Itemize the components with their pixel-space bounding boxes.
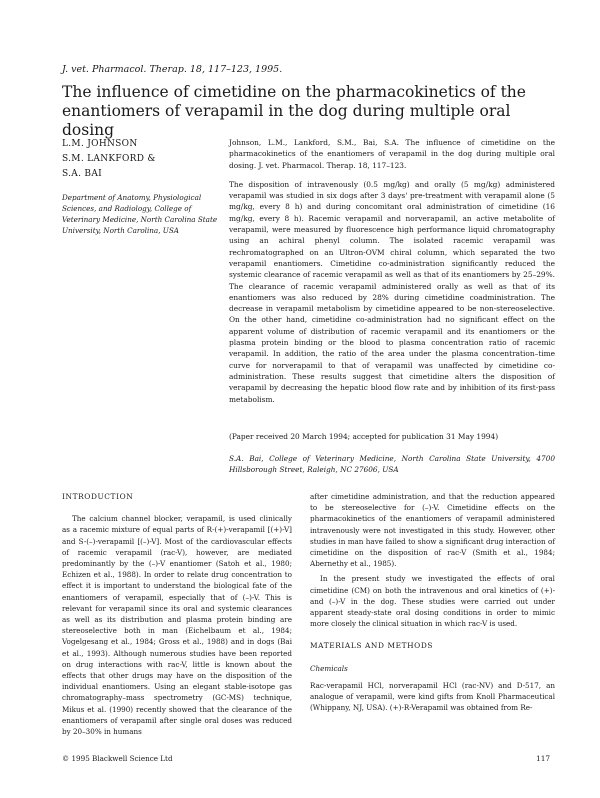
- intro-paragraph: In the present study we investigated the effects of oral cimetidine (CM) on both the intravenous and oral kinetics of (+)- and (–)-V in the dog. These studies were carried out under apparent steady-state oral dosing conditions in order to mimic more closely the clinical situation in which rac-V is used.: [310, 574, 555, 629]
- article-title: The influence of cimetidine on the pharmacokinetics of the enantiomers of verapamil in the dog during multiple oral dosing: [62, 83, 526, 139]
- abstract-citation: Johnson, L.M., Lankford, S.M., Bai, S.A. The influence of cimetidine on the pharmacokinetics of the enantiomers of verapamil in the dog during multiple oral dosing. J. vet. Pharmacol. Therap. 18, 117–123.: [229, 138, 555, 170]
- right-column: [310, 491, 555, 717]
- received-dates: (Paper received 20 March 1994; accepted for publication 31 May 1994): [229, 432, 499, 441]
- left-column: [62, 491, 292, 741]
- author-affiliation: Department of Anatomy, Physiological Sciences, and Radiology, College of Veterinary Medicine, North Carolina State University, North Carolina, USA: [62, 193, 218, 235]
- abstract-body: The disposition of intravenously (0.5 mg/kg) and orally (5 mg/kg) administered verapamil was studied in six dogs after 3 days' pre-treatment with verapamil alone (5 mg/kg, every 8 h) and during concomitant oral administration of cimetidine (16 mg/kg, every 8 h). Racemic verapamil and norverapamil, an active metabolite of verapamil, were measured by fluorescence high performance liquid chromatography using an achiral phenyl column. The isolated racemic verapamil was rechromatographed on an Ultron-OVM chiral column, which separated the two verapamil enantiomers. Cimetidine co-administration significantly reduced the systemic clearance of racemic verapamil as well as that of its enantiomers by 25–29%. The clearance of racemic verapamil administered orally as well as that of its enantiomers was also reduced by 28% during cimetidine coadministration. The decrease in verapamil metabolism by cimetidine appeared to be non-stereoselective. On the other hand, cimetidine co-administration had no significant effect on the apparent volume of distribution of racemic verapamil and its enantiomers or the plasma protein binding or the blood to plasma concentration ratio of racemic verapamil. In addition, the ratio of the area under the plasma concentration–time curve for norverapamil to that of verapamil was unaffected by cimetidine co-administration. These results suggest that cimetidine alters the disposition of verapamil by decreasing the hepatic blood flow rate and by inhibition of its first-pass metabolism.: [229, 179, 555, 404]
- author-list: [62, 137, 222, 182]
- intro-paragraph: The calcium channel blocker, verapamil, is used clinically as a racemic mixture of equal parts of R-(+)-verapamil [(+)-V] and S-(–)-verapamil [(–)-V]. Most of the cardiovascular effects of racemic verapamil (rac-V), however, are mediated predominantly by the (–)-V enantiomer (Satoh et al., 1980; Echizen et al., 1988). In order to relate drug concentration to effect it is important to understand the biological fate of the enantiomers of verapamil, especially that of (–)-V. This is relevant for verapamil since its oral and systemic clearances as well as its distribution and plasma protein binding are stereoselective both in man (Eichelbaum et al., 1984; Vogelgesang et al., 1984; Gross et al., 1988) and in dogs (Bai et al., 1993). Although numerous studies have been reported on drug interactions with rac-V, little is known about the effects that other drugs may have on the disposition of the individual enantiomers. Using an elegant stable-isotope gas chromatography–mass spectrometry (GC-MS) technique, Mikus et al. (1990) recently showed that the clearance of the enantiomers of verapamil after single oral doses was reduced by 20–30% in humans: [62, 514, 292, 737]
- section-heading-introduction: INTRODUCTION: [62, 492, 134, 501]
- intro-paragraph-continued: after cimetidine administration, and that the reduction appeared to be stereoselective for (–)-V. Cimetidine effects on the pharmacokinetics of the enantiomers of verapamil administered intravenously were not investigated in this study. However, other studies in man have failed to show a significant drug interaction of cimetidine on the disposition of rac-V (Smith et al., 1984; Abernethy et al., 1985).: [310, 492, 555, 569]
- copyright-notice: © 1995 Blackwell Science Ltd: [62, 754, 173, 763]
- author-name: S.M. LANKFORD &: [62, 154, 156, 164]
- methods-paragraph: Rac-verapamil HCl, norverapamil HCl (rac-NV) and D-517, an analogue of verapamil, were kind gifts from Knoll Pharmaceutical (Whippany, NJ, USA). (+)-R-Verapamil was obtained from Re-: [310, 680, 555, 713]
- correspondence-address: S.A. Bai, College of Veterinary Medicine, North Carolina State University, 4700 Hillsborough Street, Raleigh, NC 27606, USA: [229, 454, 555, 475]
- journal-reference: J. vet. Pharmacol. Therap. 18, 117–123, 1995.: [62, 64, 283, 75]
- subheading-chemicals: Chemicals: [310, 663, 348, 673]
- section-heading-methods: MATERIALS AND METHODS: [310, 641, 434, 651]
- author-name: S.A. BAI: [62, 169, 102, 179]
- abstract-block: [229, 137, 555, 410]
- author-name: L.M. JOHNSON: [62, 139, 138, 149]
- page-number: 117: [536, 754, 551, 763]
